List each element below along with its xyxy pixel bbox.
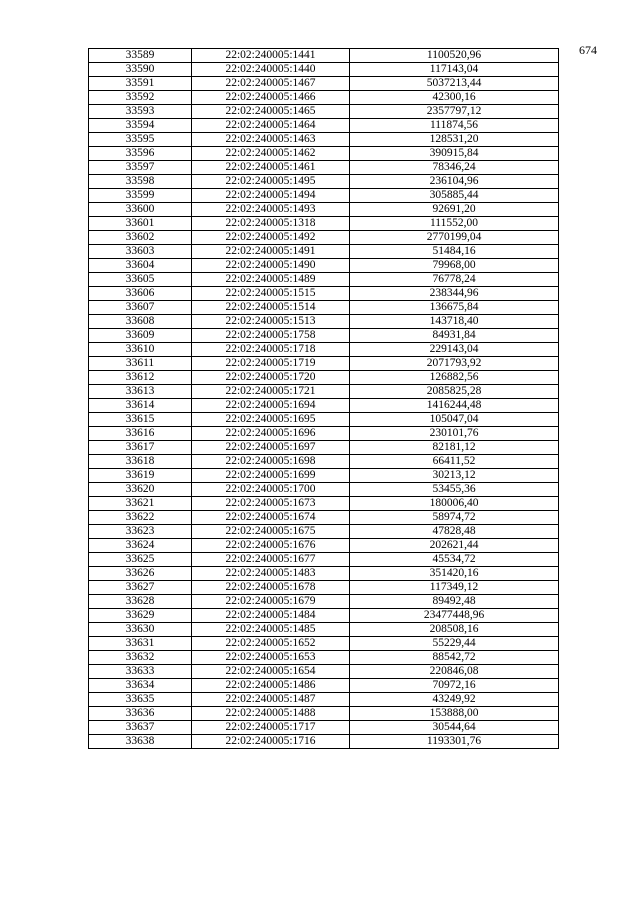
table-row bbox=[89, 357, 559, 371]
row-number-cell: 33598 bbox=[89, 175, 192, 189]
cadastral-number-cell: 22:02:240005:1461 bbox=[192, 161, 350, 175]
cadastral-number-cell: 22:02:240005:1700 bbox=[192, 483, 350, 497]
table-row bbox=[89, 315, 559, 329]
table-row bbox=[89, 329, 559, 343]
cadastral-number-cell: 22:02:240005:1489 bbox=[192, 273, 350, 287]
table-row bbox=[89, 63, 559, 77]
cadastral-number-cell: 22:02:240005:1493 bbox=[192, 203, 350, 217]
cadastral-number-cell: 22:02:240005:1464 bbox=[192, 119, 350, 133]
cadastral-number-cell: 22:02:240005:1673 bbox=[192, 497, 350, 511]
cadastral-number-cell: 22:02:240005:1697 bbox=[192, 441, 350, 455]
value-cell: 1100520,96 bbox=[350, 49, 559, 63]
table-row bbox=[89, 175, 559, 189]
row-number-cell: 33625 bbox=[89, 553, 192, 567]
value-cell: 5037213,44 bbox=[350, 77, 559, 91]
row-number-cell: 33594 bbox=[89, 119, 192, 133]
table-row bbox=[89, 49, 559, 63]
value-cell: 42300,16 bbox=[350, 91, 559, 105]
row-number-cell: 33638 bbox=[89, 735, 192, 749]
cadastral-number-cell: 22:02:240005:1699 bbox=[192, 469, 350, 483]
table-row bbox=[89, 203, 559, 217]
cadastral-number-cell: 22:02:240005:1675 bbox=[192, 525, 350, 539]
value-cell: 117349,12 bbox=[350, 581, 559, 595]
cadastral-number-cell: 22:02:240005:1483 bbox=[192, 567, 350, 581]
value-cell: 111552,00 bbox=[350, 217, 559, 231]
table-row bbox=[89, 721, 559, 735]
cadastral-number-cell: 22:02:240005:1695 bbox=[192, 413, 350, 427]
cadastral-number-cell: 22:02:240005:1654 bbox=[192, 665, 350, 679]
cadastral-number-cell: 22:02:240005:1718 bbox=[192, 343, 350, 357]
table-row bbox=[89, 245, 559, 259]
cadastral-number-cell: 22:02:240005:1674 bbox=[192, 511, 350, 525]
row-number-cell: 33619 bbox=[89, 469, 192, 483]
value-cell: 230101,76 bbox=[350, 427, 559, 441]
value-cell: 229143,04 bbox=[350, 343, 559, 357]
value-cell: 47828,48 bbox=[350, 525, 559, 539]
cadastral-number-cell: 22:02:240005:1463 bbox=[192, 133, 350, 147]
row-number-cell: 33621 bbox=[89, 497, 192, 511]
table-row bbox=[89, 539, 559, 553]
registry-table-body bbox=[89, 49, 559, 749]
table-row bbox=[89, 427, 559, 441]
cadastral-number-cell: 22:02:240005:1495 bbox=[192, 175, 350, 189]
value-cell: 1193301,76 bbox=[350, 735, 559, 749]
cadastral-number-cell: 22:02:240005:1758 bbox=[192, 329, 350, 343]
table-row bbox=[89, 693, 559, 707]
row-number-cell: 33610 bbox=[89, 343, 192, 357]
row-number-cell: 33612 bbox=[89, 371, 192, 385]
value-cell: 143718,40 bbox=[350, 315, 559, 329]
cadastral-number-cell: 22:02:240005:1652 bbox=[192, 637, 350, 651]
value-cell: 2357797,12 bbox=[350, 105, 559, 119]
value-cell: 89492,48 bbox=[350, 595, 559, 609]
cadastral-number-cell: 22:02:240005:1494 bbox=[192, 189, 350, 203]
row-number-cell: 33616 bbox=[89, 427, 192, 441]
table-row bbox=[89, 399, 559, 413]
row-number-cell: 33591 bbox=[89, 77, 192, 91]
row-number-cell: 33615 bbox=[89, 413, 192, 427]
value-cell: 305885,44 bbox=[350, 189, 559, 203]
row-number-cell: 33600 bbox=[89, 203, 192, 217]
cadastral-number-cell: 22:02:240005:1462 bbox=[192, 147, 350, 161]
value-cell: 70972,16 bbox=[350, 679, 559, 693]
value-cell: 208508,16 bbox=[350, 623, 559, 637]
table-row bbox=[89, 469, 559, 483]
value-cell: 136675,84 bbox=[350, 301, 559, 315]
table-row bbox=[89, 119, 559, 133]
table-row bbox=[89, 259, 559, 273]
value-cell: 30544,64 bbox=[350, 721, 559, 735]
row-number-cell: 33632 bbox=[89, 651, 192, 665]
cadastral-number-cell: 22:02:240005:1487 bbox=[192, 693, 350, 707]
cadastral-number-cell: 22:02:240005:1679 bbox=[192, 595, 350, 609]
table-row bbox=[89, 707, 559, 721]
table-row bbox=[89, 679, 559, 693]
table-row bbox=[89, 301, 559, 315]
row-number-cell: 33611 bbox=[89, 357, 192, 371]
row-number-cell: 33589 bbox=[89, 49, 192, 63]
cadastral-number-cell: 22:02:240005:1441 bbox=[192, 49, 350, 63]
page-number: 674 bbox=[579, 43, 597, 57]
row-number-cell: 33634 bbox=[89, 679, 192, 693]
row-number-cell: 33622 bbox=[89, 511, 192, 525]
value-cell: 66411,52 bbox=[350, 455, 559, 469]
value-cell: 202621,44 bbox=[350, 539, 559, 553]
row-number-cell: 33601 bbox=[89, 217, 192, 231]
table-row bbox=[89, 77, 559, 91]
table-row bbox=[89, 343, 559, 357]
value-cell: 2085825,28 bbox=[350, 385, 559, 399]
row-number-cell: 33617 bbox=[89, 441, 192, 455]
cadastral-number-cell: 22:02:240005:1515 bbox=[192, 287, 350, 301]
row-number-cell: 33628 bbox=[89, 595, 192, 609]
row-number-cell: 33626 bbox=[89, 567, 192, 581]
table-row bbox=[89, 231, 559, 245]
value-cell: 1416244,48 bbox=[350, 399, 559, 413]
table-row bbox=[89, 609, 559, 623]
value-cell: 84931,84 bbox=[350, 329, 559, 343]
table-row bbox=[89, 553, 559, 567]
cadastral-number-cell: 22:02:240005:1676 bbox=[192, 539, 350, 553]
cadastral-number-cell: 22:02:240005:1719 bbox=[192, 357, 350, 371]
row-number-cell: 33596 bbox=[89, 147, 192, 161]
value-cell: 45534,72 bbox=[350, 553, 559, 567]
table-row bbox=[89, 273, 559, 287]
row-number-cell: 33629 bbox=[89, 609, 192, 623]
table-row bbox=[89, 651, 559, 665]
table-row bbox=[89, 455, 559, 469]
value-cell: 2770199,04 bbox=[350, 231, 559, 245]
value-cell: 51484,16 bbox=[350, 245, 559, 259]
row-number-cell: 33635 bbox=[89, 693, 192, 707]
row-number-cell: 33608 bbox=[89, 315, 192, 329]
cadastral-number-cell: 22:02:240005:1720 bbox=[192, 371, 350, 385]
row-number-cell: 33630 bbox=[89, 623, 192, 637]
value-cell: 53455,36 bbox=[350, 483, 559, 497]
cadastral-number-cell: 22:02:240005:1485 bbox=[192, 623, 350, 637]
table-row bbox=[89, 483, 559, 497]
row-number-cell: 33599 bbox=[89, 189, 192, 203]
table-row bbox=[89, 441, 559, 455]
table-row bbox=[89, 623, 559, 637]
row-number-cell: 33637 bbox=[89, 721, 192, 735]
table-row bbox=[89, 385, 559, 399]
row-number-cell: 33618 bbox=[89, 455, 192, 469]
row-number-cell: 33627 bbox=[89, 581, 192, 595]
row-number-cell: 33590 bbox=[89, 63, 192, 77]
value-cell: 82181,12 bbox=[350, 441, 559, 455]
cadastral-number-cell: 22:02:240005:1513 bbox=[192, 315, 350, 329]
table-row bbox=[89, 105, 559, 119]
value-cell: 23477448,96 bbox=[350, 609, 559, 623]
value-cell: 117143,04 bbox=[350, 63, 559, 77]
table-row bbox=[89, 371, 559, 385]
cadastral-number-cell: 22:02:240005:1514 bbox=[192, 301, 350, 315]
cadastral-number-cell: 22:02:240005:1694 bbox=[192, 399, 350, 413]
cadastral-number-cell: 22:02:240005:1696 bbox=[192, 427, 350, 441]
cadastral-number-cell: 22:02:240005:1490 bbox=[192, 259, 350, 273]
value-cell: 220846,08 bbox=[350, 665, 559, 679]
value-cell: 111874,56 bbox=[350, 119, 559, 133]
value-cell: 58974,72 bbox=[350, 511, 559, 525]
row-number-cell: 33597 bbox=[89, 161, 192, 175]
cadastral-number-cell: 22:02:240005:1492 bbox=[192, 231, 350, 245]
value-cell: 43249,92 bbox=[350, 693, 559, 707]
table-row bbox=[89, 91, 559, 105]
table-row bbox=[89, 637, 559, 651]
value-cell: 55229,44 bbox=[350, 637, 559, 651]
row-number-cell: 33605 bbox=[89, 273, 192, 287]
row-number-cell: 33624 bbox=[89, 539, 192, 553]
cadastral-number-cell: 22:02:240005:1467 bbox=[192, 77, 350, 91]
value-cell: 2071793,92 bbox=[350, 357, 559, 371]
row-number-cell: 33609 bbox=[89, 329, 192, 343]
row-number-cell: 33604 bbox=[89, 259, 192, 273]
table-row bbox=[89, 581, 559, 595]
cadastral-number-cell: 22:02:240005:1486 bbox=[192, 679, 350, 693]
table-row bbox=[89, 413, 559, 427]
table-row bbox=[89, 567, 559, 581]
table-row bbox=[89, 189, 559, 203]
row-number-cell: 33636 bbox=[89, 707, 192, 721]
value-cell: 30213,12 bbox=[350, 469, 559, 483]
row-number-cell: 33603 bbox=[89, 245, 192, 259]
value-cell: 153888,00 bbox=[350, 707, 559, 721]
value-cell: 88542,72 bbox=[350, 651, 559, 665]
cadastral-number-cell: 22:02:240005:1653 bbox=[192, 651, 350, 665]
table-row bbox=[89, 133, 559, 147]
value-cell: 76778,24 bbox=[350, 273, 559, 287]
table-row bbox=[89, 147, 559, 161]
cadastral-number-cell: 22:02:240005:1677 bbox=[192, 553, 350, 567]
value-cell: 236104,96 bbox=[350, 175, 559, 189]
table-row bbox=[89, 217, 559, 231]
row-number-cell: 33606 bbox=[89, 287, 192, 301]
cadastral-number-cell: 22:02:240005:1678 bbox=[192, 581, 350, 595]
value-cell: 238344,96 bbox=[350, 287, 559, 301]
row-number-cell: 33614 bbox=[89, 399, 192, 413]
table-row bbox=[89, 287, 559, 301]
value-cell: 92691,20 bbox=[350, 203, 559, 217]
cadastral-number-cell: 22:02:240005:1465 bbox=[192, 105, 350, 119]
row-number-cell: 33595 bbox=[89, 133, 192, 147]
cadastral-number-cell: 22:02:240005:1716 bbox=[192, 735, 350, 749]
cadastral-number-cell: 22:02:240005:1484 bbox=[192, 609, 350, 623]
row-number-cell: 33623 bbox=[89, 525, 192, 539]
value-cell: 105047,04 bbox=[350, 413, 559, 427]
cadastral-number-cell: 22:02:240005:1717 bbox=[192, 721, 350, 735]
cadastral-number-cell: 22:02:240005:1698 bbox=[192, 455, 350, 469]
cadastral-number-cell: 22:02:240005:1440 bbox=[192, 63, 350, 77]
value-cell: 180006,40 bbox=[350, 497, 559, 511]
value-cell: 79968,00 bbox=[350, 259, 559, 273]
table-row bbox=[89, 161, 559, 175]
cadastral-number-cell: 22:02:240005:1491 bbox=[192, 245, 350, 259]
row-number-cell: 33592 bbox=[89, 91, 192, 105]
cadastral-number-cell: 22:02:240005:1721 bbox=[192, 385, 350, 399]
table-row bbox=[89, 595, 559, 609]
row-number-cell: 33631 bbox=[89, 637, 192, 651]
table-row bbox=[89, 735, 559, 749]
table-row bbox=[89, 665, 559, 679]
cadastral-number-cell: 22:02:240005:1488 bbox=[192, 707, 350, 721]
row-number-cell: 33613 bbox=[89, 385, 192, 399]
cadastral-number-cell: 22:02:240005:1466 bbox=[192, 91, 350, 105]
value-cell: 128531,20 bbox=[350, 133, 559, 147]
value-cell: 126882,56 bbox=[350, 371, 559, 385]
value-cell: 390915,84 bbox=[350, 147, 559, 161]
row-number-cell: 33607 bbox=[89, 301, 192, 315]
table-row bbox=[89, 511, 559, 525]
row-number-cell: 33620 bbox=[89, 483, 192, 497]
row-number-cell: 33633 bbox=[89, 665, 192, 679]
registry-table bbox=[88, 48, 559, 749]
cadastral-number-cell: 22:02:240005:1318 bbox=[192, 217, 350, 231]
value-cell: 351420,16 bbox=[350, 567, 559, 581]
table-row bbox=[89, 497, 559, 511]
value-cell: 78346,24 bbox=[350, 161, 559, 175]
row-number-cell: 33593 bbox=[89, 105, 192, 119]
table-row bbox=[89, 525, 559, 539]
row-number-cell: 33602 bbox=[89, 231, 192, 245]
